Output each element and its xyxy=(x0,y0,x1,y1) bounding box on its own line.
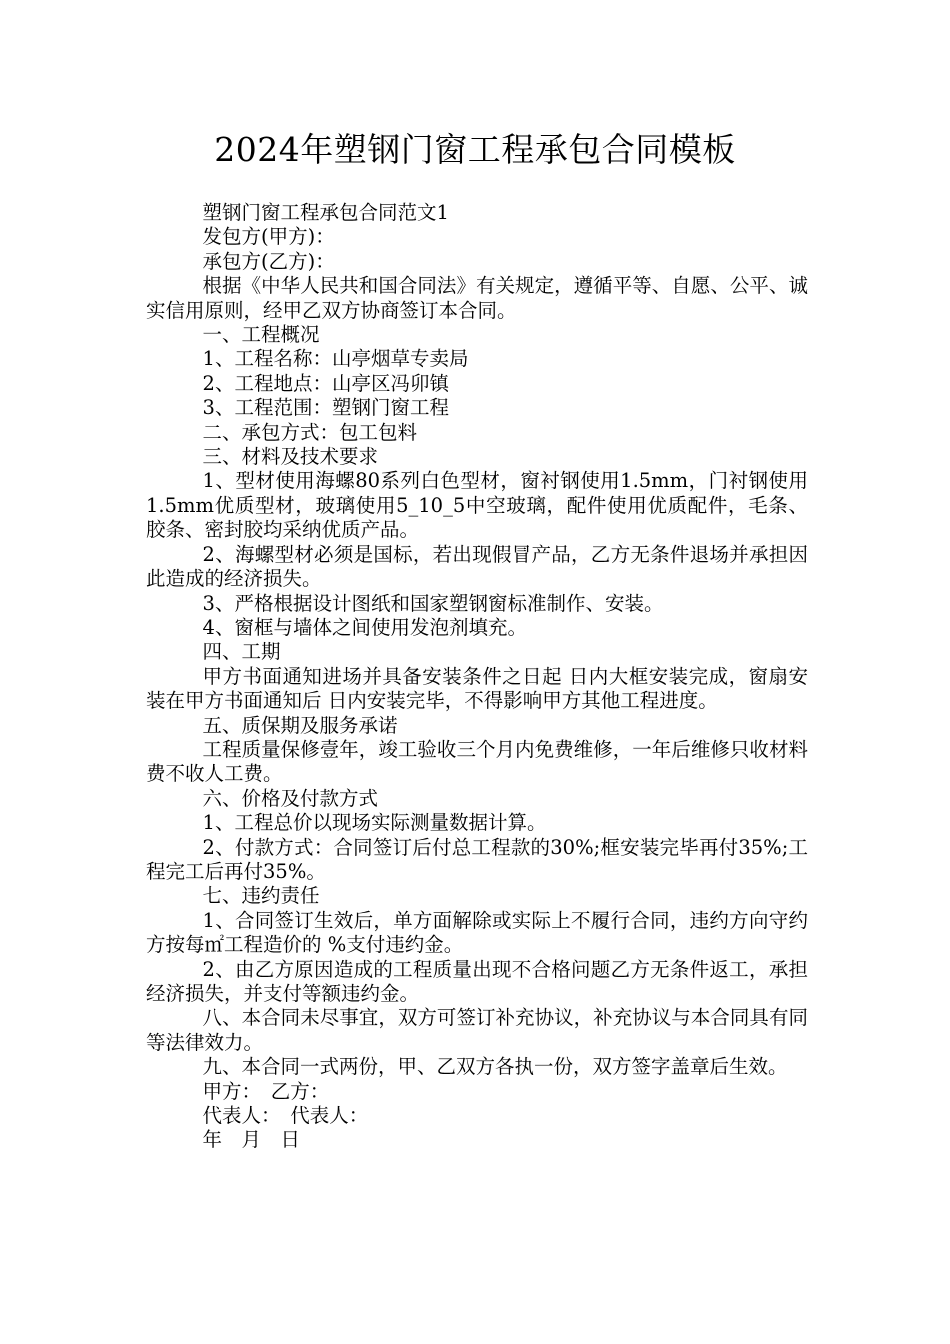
paragraph-party-b: 承包方(乙方)： xyxy=(202,249,335,273)
section-heading-payment: 六、价格及付款方式 xyxy=(202,786,379,810)
paragraph-materials-3: 3、严格根据设计图纸和国家塑钢窗标准制作、安装。 xyxy=(202,591,664,615)
paragraph-preamble: 根据《中华人民共和国合同法》有关规定，遵循平等、自愿、公平、诚实信用原则，经甲乙双方协商签订本合同。 xyxy=(146,274,808,322)
paragraph-sample-heading: 塑钢门窗工程承包合同范文1 xyxy=(202,201,449,224)
signature-representatives: 代表人： 代表人： xyxy=(202,1104,369,1128)
paragraph-warranty: 工程质量保修壹年，竣工验收三个月内免费维修，一年后维修只收材料费不收人工费。 xyxy=(146,737,808,786)
paragraph-materials-4: 4、窗框与墙体之间使用发泡剂填充。 xyxy=(202,615,527,639)
paragraph-project-scope: 3、工程范围：塑钢门窗工程 xyxy=(202,396,449,420)
paragraph-materials-1: 1、型材使用海螺80系列白色型材，窗衬钢使用1.5mm，门衬钢使用1.5mm优质型材，玻璃使用5_10_5中空玻璃，配件使用优质配件，毛条、胶条、密封胶均采纳优质产品。 xyxy=(146,469,808,542)
paragraph-payment-1: 1、工程总价以现场实际测量数据计算。 xyxy=(202,811,547,835)
signature-date: 年 月 日 xyxy=(202,1128,301,1152)
section-heading-materials: 三、材料及技术要求 xyxy=(202,445,379,469)
paragraph-clause-8: 八、本合同未尽事宜，双方可签订补充协议，补充协议与本合同具有同等法律效力。 xyxy=(146,1006,808,1054)
section-heading-schedule: 四、工期 xyxy=(202,640,281,664)
document-body xyxy=(146,201,808,1153)
section-heading-overview: 一、工程概况 xyxy=(202,323,320,347)
paragraph-liability-2: 2、由乙方原因造成的工程质量出现不合格问题乙方无条件返工，承担经济损失，并支付等额违约金。 xyxy=(146,957,808,1005)
paragraph-liability-1: 1、合同签订生效后，单方面解除或实际上不履行合同，违约方向守约方按每㎡工程造价的 %支付违约金。 xyxy=(146,908,808,957)
paragraph-schedule: 甲方书面通知进场并具备安装条件之日起 日内大框安装完成，窗扇安装在甲方书面通知后 日内安装完毕，不得影响甲方其他工程进度。 xyxy=(146,664,808,713)
document-title: 2024年塑钢门窗工程承包合同模板 xyxy=(214,130,736,169)
paragraph-party-a: 发包方(甲方)： xyxy=(202,225,335,249)
section-heading-liability: 七、违约责任 xyxy=(202,884,320,908)
section-heading-warranty: 五、质保期及服务承诺 xyxy=(202,713,398,737)
paragraph-project-name: 1、工程名称：山亭烟草专卖局 xyxy=(202,347,469,371)
paragraph-project-location: 2、工程地点：山亭区冯卯镇 xyxy=(202,371,449,395)
signature-parties: 甲方： 乙方： xyxy=(202,1079,330,1103)
paragraph-clause-9: 九、本合同一式两份，甲、乙双方各执一份，双方签字盖章后生效。 xyxy=(202,1055,788,1079)
paragraph-materials-2: 2、海螺型材必须是国标，若出现假冒产品，乙方无条件退场并承担因此造成的经济损失。 xyxy=(146,542,808,591)
section-heading-contract-method: 二、承包方式：包工包料 xyxy=(202,420,418,444)
paragraph-payment-2: 2、付款方式：合同签订后付总工程款的30%;框安装完毕再付35%;工程完工后再付35%。 xyxy=(146,835,808,883)
